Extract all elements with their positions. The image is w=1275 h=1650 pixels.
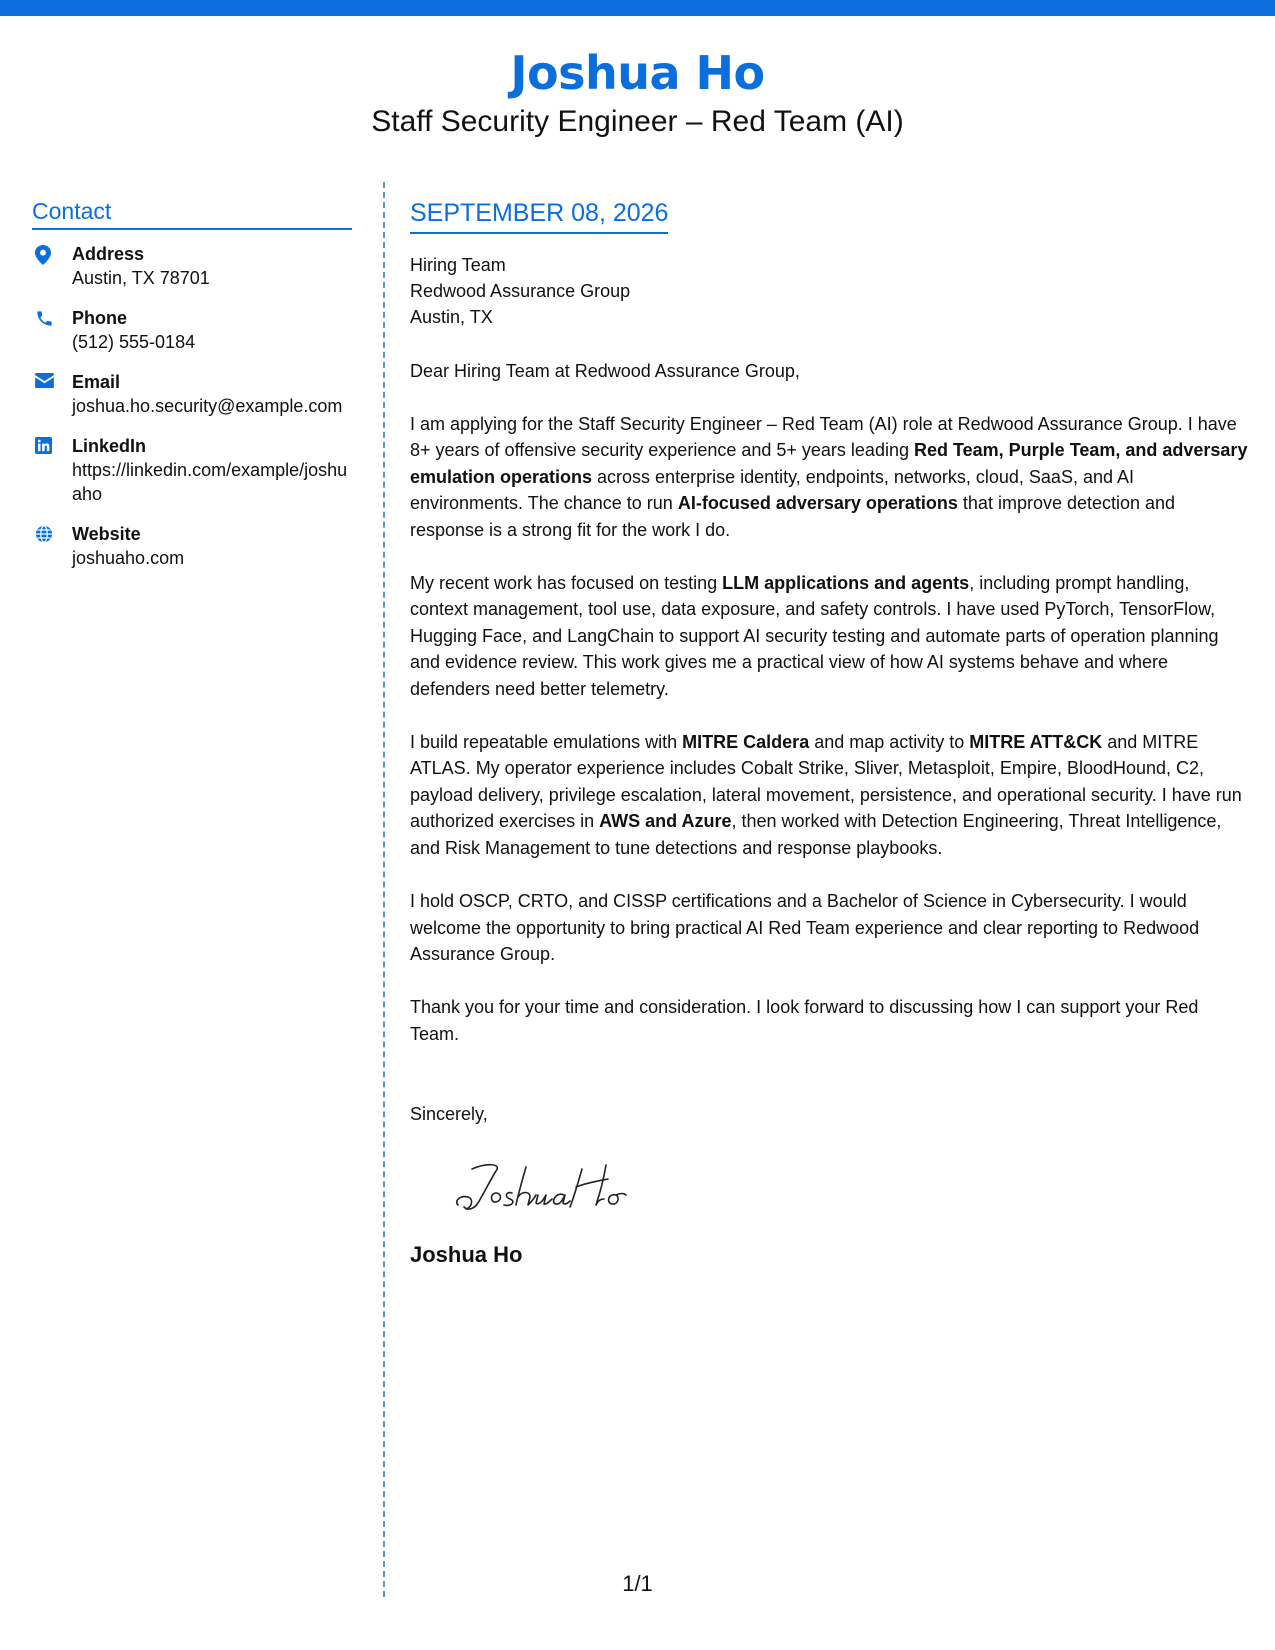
address-label: Address <box>72 244 145 264</box>
contact-phone <box>32 306 352 354</box>
applicant-name: Joshua Ho <box>510 46 765 100</box>
signed-name: Joshua Ho <box>410 1242 523 1268</box>
paragraph-text: that improve detection and response is a strong fit for the work I do. <box>410 493 1176 540</box>
phone-icon <box>32 306 72 354</box>
emphasis-text: LLM applications and agents <box>722 573 970 594</box>
closing: Sincerely, <box>410 1104 488 1125</box>
emphasis-text: MITRE Caldera <box>682 732 810 753</box>
recipient-line: Austin, TX <box>410 307 493 327</box>
letter-body <box>410 196 1250 1269</box>
address-value: Austin, TX 78701 <box>72 268 210 288</box>
phone-label: Phone <box>72 308 128 328</box>
recipient-block <box>410 252 1250 330</box>
paragraph-text: , including prompt handling, context management, tool use, data exposure, and safety controls. I have used PyTorch, TensorFlow, Hugging Face, and LangChain to support AI security testing and automate parts of operation planning and evidence review. This work gives me a practical view of how AI systems behave and where defenders need better telemetry. <box>410 573 1219 699</box>
emphasis-text: Red Team, Purple Team, and adversary emulation operations <box>410 440 1248 487</box>
paragraph-text: I hold OSCP, CRTO, and CISSP certifications and a Bachelor of Science in Cybersecurity. I would welcome the opportunity to bring practical AI Red Team experience and clear reporting to Redwood Assurance Group. <box>410 891 1200 964</box>
paragraph-text: Thank you for your time and consideration. I look forward to discussing how I can support your Red Team. <box>410 997 1199 1044</box>
recipient-line: Redwood Assurance Group <box>410 281 631 301</box>
linkedin-label: LinkedIn <box>72 436 147 456</box>
letter-paragraph <box>410 888 1250 967</box>
paragraph-text: My recent work has focused on testing <box>410 573 723 594</box>
salutation: Dear Hiring Team at Redwood Assurance Group, <box>410 361 800 381</box>
header <box>0 44 1275 140</box>
paragraph-text: and map activity to <box>809 732 970 753</box>
paragraph-text: , then worked with Detection Engineering, Threat Intelligence, and Risk Management to tune detections and response playbooks. <box>410 811 1222 858</box>
job-title: Staff Security Engineer – Red Team (AI) <box>371 105 904 138</box>
linkedin-icon <box>32 434 72 506</box>
email-value[interactable]: joshua.ho.security@example.com <box>72 396 343 416</box>
letter-paragraph <box>410 729 1250 861</box>
website-label: Website <box>72 524 141 544</box>
column-divider <box>383 182 385 1597</box>
envelope-icon <box>32 370 72 418</box>
contact-heading: Contact <box>32 196 352 230</box>
emphasis-text: AI-focused adversary operations <box>677 493 958 514</box>
top-accent-bar <box>0 0 1275 16</box>
letter-paragraph <box>410 570 1250 702</box>
contact-email <box>32 370 352 418</box>
letter-paragraph <box>410 994 1250 1047</box>
contact-sidebar <box>32 196 352 586</box>
contact-website <box>32 522 352 570</box>
emphasis-text: MITRE ATT&CK <box>969 732 1103 753</box>
paragraph-text: across enterprise identity, endpoints, networks, cloud, SaaS, and AI environments. The chance to run <box>410 466 1134 514</box>
page-number: 1/1 <box>622 1571 653 1596</box>
contact-list <box>32 242 352 570</box>
emphasis-text: AWS and Azure <box>599 811 732 832</box>
letter-date: SEPTEMBER 08, 2026 <box>410 196 668 234</box>
phone-value: (512) 555-0184 <box>72 332 196 352</box>
handwritten-signature <box>450 1157 1250 1215</box>
recipient-line: Hiring Team <box>410 255 506 275</box>
paragraph-text: I am applying for the Staff Security Engineer – Red Team (AI) role at Redwood Assurance Group. I have 8+ years of offensive security experience and 5+ years leading <box>410 414 1237 461</box>
paragraph-text: and MITRE ATLAS. My operator experience includes Cobalt Strike, Sliver, Metasploit, Empire, BloodHound, C2, payload delivery, privilege escalation, lateral movement, persistence, and operational security. I have run authorized exercises in <box>410 732 1242 832</box>
map-pin-icon <box>32 242 72 290</box>
email-label: Email <box>72 372 121 392</box>
contact-linkedin <box>32 434 352 506</box>
linkedin-value[interactable]: https://linkedin.com/example/joshuaho <box>72 460 348 504</box>
letter-paragraphs <box>410 411 1250 1047</box>
globe-icon <box>32 522 72 570</box>
website-value[interactable]: joshuaho.com <box>72 548 185 568</box>
letter-paragraph <box>410 411 1250 543</box>
contact-address <box>32 242 352 290</box>
paragraph-text: I build repeatable emulations with <box>410 732 683 753</box>
